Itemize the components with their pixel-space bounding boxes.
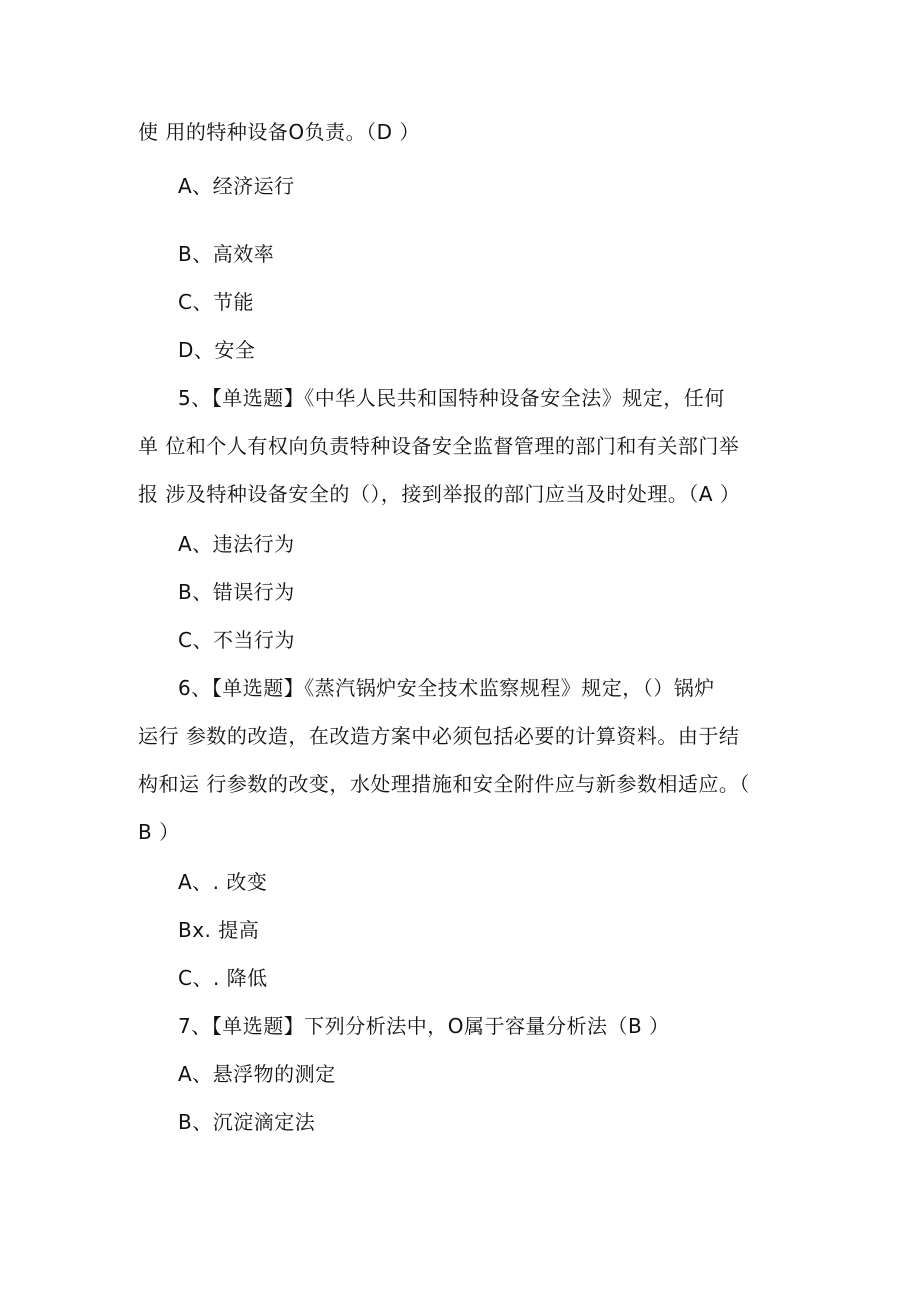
q5-heading: 5、【单选题】《中华人民共和国特种设备安全法》规定，任何 <box>178 386 725 410</box>
q5-option-a: A、违法行为 <box>178 532 295 556</box>
q6-option-b: Bx. 提高 <box>178 918 260 942</box>
q4-option-d: D、安全 <box>178 338 256 362</box>
q5-option-c: C、不当行为 <box>178 628 295 652</box>
q7-heading: 7、【单选题】下列分析法中，O属于容量分析法（B ） <box>178 1014 670 1038</box>
q6-heading: 6、【单选题】《蒸汽锅炉安全技术监察规程》规定，（）锅炉 <box>178 676 715 700</box>
q6-option-a: A、. 改变 <box>178 870 268 894</box>
q6-answer: B ） <box>138 820 180 844</box>
q6-text-line-2: 运行 参数的改造，在改造方案中必须包括必要的计算资料。由于结 <box>138 724 740 748</box>
q4-option-c: C、节能 <box>178 290 254 314</box>
q4-option-a: A、经济运行 <box>178 174 295 198</box>
q6-option-c: C、. 降低 <box>178 966 268 990</box>
q4-text-end: 使 用的特种设备O负责。（D ） <box>138 120 420 144</box>
q5-text-line-2: 单 位和个人有权向负责特种设备安全监督管理的部门和有关部门举 <box>138 434 740 458</box>
q7-option-b: B、沉淀滴定法 <box>178 1110 316 1134</box>
q6-text-line-3: 构和运 行参数的改变，水处理措施和安全附件应与新参数相适应。（ <box>138 772 750 796</box>
q5-option-b: B、错误行为 <box>178 580 295 604</box>
q4-option-b: B、高效率 <box>178 242 275 266</box>
q5-text-line-3: 报 涉及特种设备安全的（），接到举报的部门应当及时处理。（A ） <box>138 482 741 506</box>
q7-option-a: A、悬浮物的测定 <box>178 1062 336 1086</box>
